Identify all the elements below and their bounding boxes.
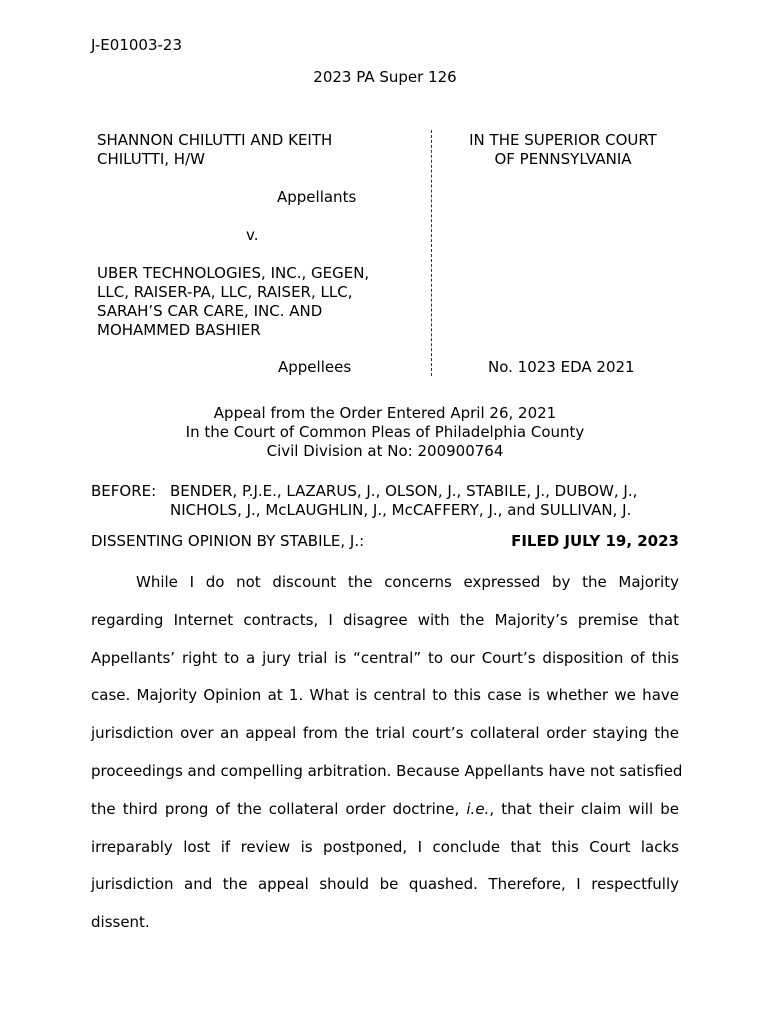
appeal-line: Civil Division at No: 200900764	[266, 442, 504, 460]
body-line: jurisdiction over an appeal from the trial court’s collateral order staying the	[91, 724, 679, 743]
appeal-line: In the Court of Common Pleas of Philadelphia County	[185, 423, 585, 441]
appellees-line: SARAH’S CAR CARE, INC. AND	[97, 302, 323, 320]
body-line: While I do not discount the concerns expressed by the Majority	[136, 573, 679, 591]
court-name	[432, 131, 694, 169]
citation: 2023 PA Super 126	[313, 68, 457, 86]
docket-code: J-E01003-23	[91, 36, 182, 54]
judges-line: NICHOLS, J., McLAUGHLIN, J., McCAFFERY, J., and SULLIVAN, J.	[170, 501, 632, 519]
filed-date: FILED JULY 19, 2023	[511, 532, 679, 550]
body-line: dissent.	[91, 913, 150, 932]
body-line: irreparably lost if review is postponed, I conclude that this Court lacks	[91, 837, 679, 856]
versus: v.	[246, 226, 259, 244]
appellees-names	[97, 264, 369, 340]
opinion-label: DISSENTING OPINION BY STABILE, J.:	[91, 532, 365, 550]
docket-number: No. 1023 EDA 2021	[488, 358, 635, 376]
body-line: jurisdiction and the appeal should be quashed. Therefore, I respectfully	[91, 875, 679, 894]
court-line: OF PENNSYLVANIA	[494, 150, 632, 168]
appellees-line: LLC, RAISER-PA, LLC, RAISER, LLC,	[97, 283, 353, 301]
opinion-body	[91, 564, 683, 942]
body-line-italic: i.e.	[466, 799, 490, 818]
judges-line: BENDER, P.J.E., LAZARUS, J., OLSON, J., STABILE, J., DUBOW, J.,	[170, 482, 638, 500]
appellants-line: SHANNON CHILUTTI AND KEITH	[97, 131, 333, 149]
body-line-part: the third prong of the collateral order doctrine,	[91, 799, 467, 818]
appellants-line: CHILUTTI, H/W	[97, 150, 205, 168]
appellants-names	[97, 131, 407, 169]
body-line: regarding Internet contracts, I disagree with the Majority’s premise that	[91, 610, 679, 629]
appellants-label: Appellants	[277, 188, 357, 206]
court-line: IN THE SUPERIOR COURT	[469, 131, 657, 149]
body-line	[91, 791, 679, 829]
body-line: proceedings and compelling arbitration. Because Appellants have not satisfied	[91, 761, 683, 780]
body-line: case. Majority Opinion at 1. What is central to this case is whether we have	[91, 686, 679, 705]
panel-judges	[170, 482, 637, 520]
appeal-info	[0, 404, 770, 461]
appellees-line: UBER TECHNOLOGIES, INC., GEGEN,	[97, 264, 370, 282]
appeal-line: Appeal from the Order Entered April 26, 2021	[213, 404, 557, 422]
body-line: Appellants’ right to a jury trial is “central” to our Court’s disposition of this	[91, 648, 679, 667]
appellees-label: Appellees	[278, 358, 352, 376]
before-label: BEFORE:	[91, 482, 157, 500]
body-line-part: , that their claim will be	[489, 799, 679, 818]
appellees-line: MOHAMMED BASHIER	[97, 321, 261, 339]
